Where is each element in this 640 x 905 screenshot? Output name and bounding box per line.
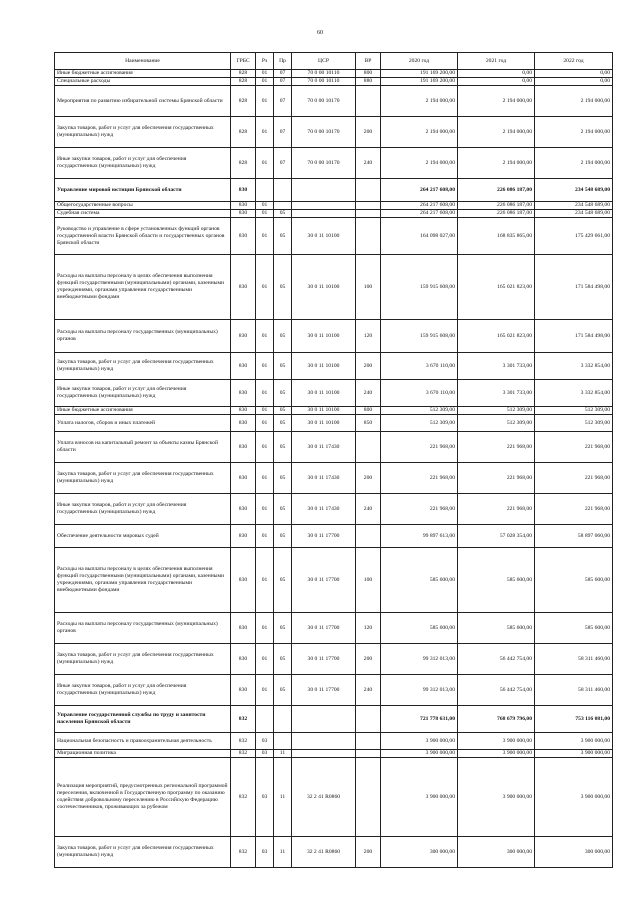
row-csr: 30 0 11 10100 [292,353,356,380]
header-rz: Рз [256,53,274,70]
row-2021: 165 021 823,00 [458,255,535,320]
row-rz: 03 [256,837,274,868]
row-rz: 01 [256,86,274,117]
row-vr [356,432,381,463]
row-2020: 3 900 000,00 [381,758,458,837]
row-vr [356,86,381,117]
row-grbs: 828 [231,70,256,78]
row-grbs: 828 [231,78,256,86]
row-2022: 2 194 000,00 [535,86,613,117]
row-2020: 221 968,00 [381,432,458,463]
row-csr: 70 0 00 10110 [292,70,356,78]
row-vr: 240 [356,380,381,407]
row-2021: 2 194 000,00 [458,86,535,117]
row-rz: 01 [256,463,274,494]
row-2022: 2 194 000,00 [535,148,613,179]
row-2021: 300 000,00 [458,837,535,868]
row-vr: 240 [356,148,381,179]
row-rz: 01 [256,494,274,525]
row-2021: 585 600,00 [458,548,535,613]
row-pr: 05 [274,380,292,407]
row-2022: 3 900 000,00 [535,750,613,758]
row-grbs: 830 [231,463,256,494]
row-pr [274,733,292,750]
row-2020: 264 217 608,00 [381,202,458,210]
row-pr: 05 [274,353,292,380]
row-2021: 585 600,00 [458,613,535,644]
row-2021: 57 028 354,00 [458,525,535,548]
row-pr: 07 [274,117,292,148]
row-grbs: 830 [231,179,256,202]
row-rz: 03 [256,758,274,837]
row-vr [356,758,381,837]
row-2021: 165 021 823,00 [458,320,535,353]
row-2020: 264 217 608,00 [381,210,458,218]
row-2021: 3 900 000,00 [458,733,535,750]
row-csr: 30 0 11 17700 [292,548,356,613]
row-2021: 168 835 865,00 [458,218,535,255]
row-2022: 234 548 689,00 [535,179,613,202]
row-grbs: 830 [231,407,256,415]
row-2021: 221 968,00 [458,494,535,525]
row-pr: 11 [274,750,292,758]
row-csr: 30 0 11 17430 [292,463,356,494]
table-row [55,407,613,415]
row-name: Уплата налогов, сборов и иных платежей [55,415,231,432]
row-rz: 01 [256,380,274,407]
table-row [55,117,613,148]
header-2020: 2020 год [381,53,458,70]
row-2020: 264 217 608,00 [381,179,458,202]
row-csr: 32 2 41 R0860 [292,837,356,868]
row-vr: 850 [356,415,381,432]
row-name: Иные закупки товаров, работ и услуг для обеспечения государственных (муниципальных) нужд [55,494,231,525]
table-row [55,613,613,644]
row-2021: 3 301 733,00 [458,353,535,380]
row-pr: 05 [274,415,292,432]
row-2022: 234 548 689,00 [535,210,613,218]
row-vr: 200 [356,463,381,494]
row-2021: 56 442 754,00 [458,675,535,706]
row-vr: 240 [356,494,381,525]
row-2022: 171 584 498,00 [535,320,613,353]
row-vr [356,210,381,218]
row-name: Иные бюджетные ассигнования [55,70,231,78]
header-grbs: ГРБС [231,53,256,70]
row-rz: 01 [256,675,274,706]
row-rz: 01 [256,353,274,380]
table-row [55,733,613,750]
row-2021: 221 968,00 [458,463,535,494]
row-pr: 07 [274,86,292,117]
row-name: Руководство и управление в сфере установленных функций органов государственной власти Брянской области и государственных органов Брянской области [55,218,231,255]
row-2020: 721 778 631,00 [381,706,458,733]
row-2021: 2 194 000,00 [458,117,535,148]
table-row [55,758,613,837]
row-pr [274,202,292,210]
row-2022: 2 194 000,00 [535,117,613,148]
row-2020: 221 968,00 [381,494,458,525]
row-name: Мероприятия по развитию избирательной системы Брянской области [55,86,231,117]
row-pr: 07 [274,70,292,78]
row-csr [292,179,356,202]
row-2020: 99 312 013,00 [381,675,458,706]
row-2022: 753 116 081,00 [535,706,613,733]
table-row [55,415,613,432]
row-rz: 01 [256,613,274,644]
row-pr: 05 [274,644,292,675]
row-2020: 2 194 000,00 [381,117,458,148]
row-csr: 30 0 11 17430 [292,494,356,525]
row-name: Управление мировой юстиции Брянской области [55,179,231,202]
row-2020: 3 900 000,00 [381,750,458,758]
row-2022: 221 968,00 [535,432,613,463]
row-grbs: 828 [231,148,256,179]
table-row [55,494,613,525]
row-2022: 3 900 000,00 [535,733,613,750]
table-row [55,380,613,407]
table-row [55,202,613,210]
row-csr: 30 0 11 10100 [292,255,356,320]
row-name: Закупка товаров, работ и услуг для обеспечения государственных (муниципальных) нужд [55,117,231,148]
row-pr [274,179,292,202]
table-row [55,837,613,868]
row-2022: 300 000,00 [535,837,613,868]
row-pr: 05 [274,675,292,706]
row-pr: 05 [274,255,292,320]
row-pr: 05 [274,218,292,255]
row-csr: 30 0 11 10100 [292,380,356,407]
row-grbs: 832 [231,750,256,758]
row-csr [292,750,356,758]
row-pr: 05 [274,525,292,548]
row-pr: 11 [274,837,292,868]
row-2021: 3 900 000,00 [458,758,535,837]
row-rz: 01 [256,78,274,86]
row-2021: 226 086 187,00 [458,179,535,202]
row-name: Расходы на выплаты персоналу в целях обеспечения выполнения функций государственными (муниципальными) органами, казенными учреждениями, органами управления государственными внебюджетными фондами [55,255,231,320]
row-rz [256,706,274,733]
row-vr: 120 [356,320,381,353]
table-row [55,548,613,613]
row-2020: 221 968,00 [381,463,458,494]
row-csr: 30 0 11 17700 [292,675,356,706]
row-2020: 2 194 000,00 [381,86,458,117]
row-2020: 99 897 613,00 [381,525,458,548]
row-2020: 191 169 200,00 [381,78,458,86]
table-row [55,70,613,78]
row-grbs: 830 [231,432,256,463]
row-pr: 05 [274,407,292,415]
budget-table [54,52,613,868]
row-2022: 3 332 854,00 [535,353,613,380]
row-2022: 58 311 460,00 [535,644,613,675]
row-grbs: 830 [231,202,256,210]
table-row [55,463,613,494]
row-name: Расходы на выплаты персоналу государственных (муниципальных) органов [55,320,231,353]
table-row [55,255,613,320]
table-row [55,750,613,758]
row-pr: 05 [274,463,292,494]
row-csr [292,210,356,218]
row-2021: 768 679 796,00 [458,706,535,733]
row-csr [292,202,356,210]
row-csr: 70 0 00 10110 [292,78,356,86]
row-pr: 07 [274,148,292,179]
row-2021: 512 309,00 [458,407,535,415]
table-row [55,86,613,117]
row-name: Иные закупки товаров, работ и услуг для обеспечения государственных (муниципальных) нужд [55,148,231,179]
row-2020: 300 000,00 [381,837,458,868]
row-rz: 01 [256,210,274,218]
row-rz: 01 [256,525,274,548]
row-2022: 3 900 000,00 [535,758,613,837]
table-row [55,218,613,255]
row-name: Реализация мероприятий, предусмотренных региональной программой переселения, включенной в Государственную программу по оказанию содействия добровольному переселению в Российскую Федерацию соотечественников, проживающих за рубежом [55,758,231,837]
row-csr: 30 0 11 17430 [292,432,356,463]
row-grbs: 828 [231,86,256,117]
row-vr: 100 [356,548,381,613]
row-vr: 200 [356,837,381,868]
row-vr [356,750,381,758]
row-pr [274,706,292,733]
table-row [55,179,613,202]
table-row [55,525,613,548]
row-csr: 30 0 11 17700 [292,613,356,644]
row-2022: 3 332 854,00 [535,380,613,407]
row-2022: 0,00 [535,70,613,78]
row-vr: 200 [356,117,381,148]
row-rz: 01 [256,644,274,675]
row-2020: 512 309,00 [381,415,458,432]
row-rz: 01 [256,548,274,613]
row-2020: 159 915 608,00 [381,320,458,353]
row-grbs: 830 [231,548,256,613]
table-row [55,148,613,179]
row-2020: 585 600,00 [381,613,458,644]
row-rz: 01 [256,202,274,210]
table-row [55,675,613,706]
row-grbs: 830 [231,525,256,548]
row-grbs: 830 [231,320,256,353]
row-csr: 30 0 11 10100 [292,320,356,353]
row-2020: 3 900 000,00 [381,733,458,750]
row-rz: 01 [256,432,274,463]
row-2020: 164 098 027,00 [381,218,458,255]
row-2021: 221 968,00 [458,432,535,463]
row-name: Миграционная политика [55,750,231,758]
row-pr: 05 [274,548,292,613]
row-grbs: 830 [231,210,256,218]
row-grbs: 830 [231,353,256,380]
row-name: Иные бюджетные ассигнования [55,407,231,415]
row-csr: 30 0 11 10100 [292,218,356,255]
row-2022: 221 968,00 [535,494,613,525]
table-row [55,320,613,353]
row-2021: 3 900 000,00 [458,750,535,758]
row-2022: 0,00 [535,78,613,86]
row-vr [356,202,381,210]
row-2020: 99 312 013,00 [381,644,458,675]
row-2021: 3 301 733,00 [458,380,535,407]
row-vr: 880 [356,78,381,86]
row-vr: 800 [356,70,381,78]
row-csr: 70 0 00 10170 [292,148,356,179]
row-vr: 200 [356,644,381,675]
header-csr: ЦСР [292,53,356,70]
row-rz: 01 [256,117,274,148]
row-csr: 30 0 11 17700 [292,525,356,548]
row-2020: 512 309,00 [381,407,458,415]
row-name: Закупка товаров, работ и услуг для обеспечения государственных (муниципальных) нужд [55,644,231,675]
row-csr [292,706,356,733]
row-2022: 221 968,00 [535,463,613,494]
row-grbs: 832 [231,706,256,733]
row-2020: 3 670 110,00 [381,353,458,380]
row-pr: 05 [274,210,292,218]
row-pr: 05 [274,320,292,353]
row-2021: 512 309,00 [458,415,535,432]
row-grbs: 832 [231,837,256,868]
row-name: Иные закупки товаров, работ и услуг для обеспечения государственных (муниципальных) нужд [55,675,231,706]
row-csr: 70 0 00 10170 [292,117,356,148]
row-2021: 56 442 754,00 [458,644,535,675]
row-name: Закупка товаров, работ и услуг для обеспечения государственных (муниципальных) нужд [55,353,231,380]
row-rz: 01 [256,148,274,179]
row-2021: 2 194 000,00 [458,148,535,179]
table-row [55,644,613,675]
row-grbs: 830 [231,644,256,675]
row-pr: 07 [274,78,292,86]
row-pr: 05 [274,613,292,644]
table-row [55,78,613,86]
row-name: Уплата взносов на капитальный ремонт за объекты казны Брянской области [55,432,231,463]
table-row [55,706,613,733]
row-grbs: 830 [231,613,256,644]
row-csr: 30 0 11 10100 [292,407,356,415]
row-2020: 585 600,00 [381,548,458,613]
header-pr: Пр [274,53,292,70]
row-name: Иные закупки товаров, работ и услуг для обеспечения государственных (муниципальных) нужд [55,380,231,407]
row-csr: 32 2 41 R0860 [292,758,356,837]
row-csr [292,733,356,750]
row-vr: 800 [356,407,381,415]
row-2022: 58 897 060,00 [535,525,613,548]
row-name: Судебная система [55,210,231,218]
row-name: Общегосударственные вопросы [55,202,231,210]
row-rz: 01 [256,320,274,353]
row-2022: 585 600,00 [535,548,613,613]
row-vr [356,525,381,548]
row-pr: 11 [274,758,292,837]
table-row [55,210,613,218]
row-vr: 100 [356,255,381,320]
table-row [55,353,613,380]
row-name: Закупка товаров, работ и услуг для обеспечения государственных (муниципальных) нужд [55,463,231,494]
row-vr: 120 [356,613,381,644]
row-vr: 200 [356,353,381,380]
row-2022: 175 429 661,00 [535,218,613,255]
header-2021: 2021 год [458,53,535,70]
row-grbs: 830 [231,218,256,255]
row-grbs: 830 [231,380,256,407]
row-vr [356,218,381,255]
row-2020: 191 169 200,00 [381,70,458,78]
row-2021: 0,00 [458,78,535,86]
row-grbs: 832 [231,758,256,837]
row-vr [356,733,381,750]
header-vr: ВР [356,53,381,70]
row-rz: 03 [256,750,274,758]
row-name: Расходы на выплаты персоналу государственных (муниципальных) органов [55,613,231,644]
header-2022: 2022 год [535,53,613,70]
row-2022: 512 309,00 [535,415,613,432]
row-2021: 226 086 187,00 [458,210,535,218]
row-name: Расходы на выплаты персоналу в целях обеспечения выполнения функций государственными (муниципальными) органами, казенными учреждениями, органами управления государственными внебюджетными фондами [55,548,231,613]
row-vr [356,179,381,202]
row-2020: 2 194 000,00 [381,148,458,179]
row-rz: 01 [256,407,274,415]
row-grbs: 830 [231,675,256,706]
header-name: Наименование [55,53,231,70]
row-name: Специальные расходы [55,78,231,86]
row-name: Закупка товаров, работ и услуг для обеспечения государственных (муниципальных) нужд [55,837,231,868]
table-header [55,53,613,70]
row-vr [356,706,381,733]
row-grbs: 828 [231,117,256,148]
row-2021: 226 086 187,00 [458,202,535,210]
row-grbs: 832 [231,733,256,750]
row-name: Обеспечение деятельности мировых судей [55,525,231,548]
row-rz [256,179,274,202]
row-2022: 171 584 498,00 [535,255,613,320]
row-pr: 05 [274,494,292,525]
row-2022: 512 309,00 [535,407,613,415]
table-row [55,432,613,463]
row-vr: 240 [356,675,381,706]
row-2022: 585 600,00 [535,613,613,644]
row-2021: 0,00 [458,70,535,78]
row-name: Национальная безопасность и правоохранительная деятельность [55,733,231,750]
row-csr: 30 0 11 10100 [292,415,356,432]
row-csr: 30 0 11 17700 [292,644,356,675]
row-2020: 159 915 608,00 [381,255,458,320]
row-grbs: 830 [231,494,256,525]
row-2022: 58 311 460,00 [535,675,613,706]
row-rz: 01 [256,255,274,320]
row-rz: 01 [256,218,274,255]
row-grbs: 830 [231,255,256,320]
row-name: Управление государственной службы по труду и занятости населения Брянской области [55,706,231,733]
row-rz: 01 [256,415,274,432]
row-2020: 3 670 110,00 [381,380,458,407]
row-pr: 05 [274,432,292,463]
row-grbs: 830 [231,415,256,432]
page-number: 60 [317,30,323,36]
row-rz: 01 [256,70,274,78]
row-csr: 70 0 00 10170 [292,86,356,117]
row-2022: 234 548 689,00 [535,202,613,210]
row-rz: 03 [256,733,274,750]
